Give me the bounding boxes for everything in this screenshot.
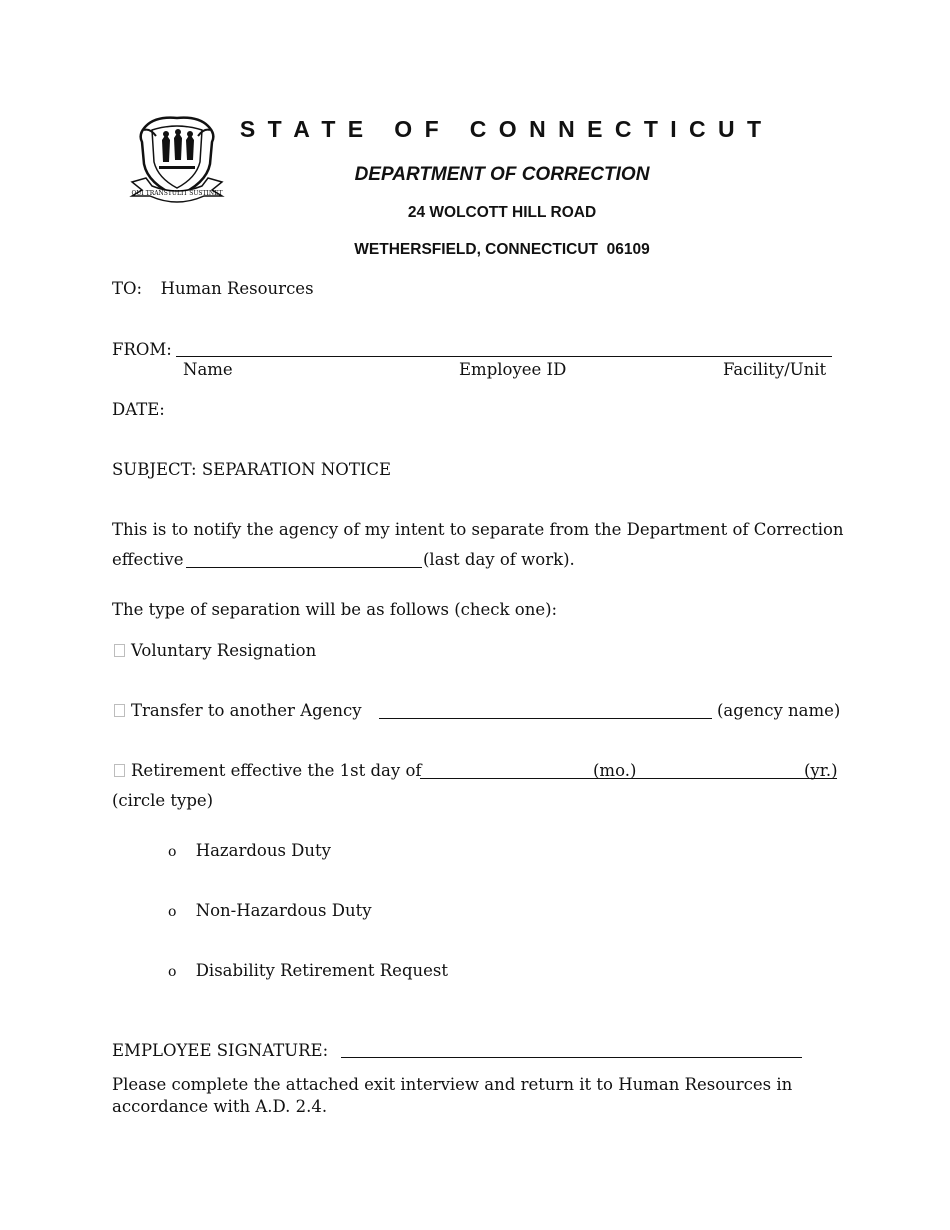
effective-label: effective [112,550,184,569]
retirement-label: Retirement effective the 1st day of [131,761,422,780]
footer-line-1: Please complete the attached exit interview and return it to Human Resources in [112,1075,793,1094]
footer-line-2: accordance with A.D. 2.4. [112,1097,328,1116]
street-address: 24 WOLCOTT HILL ROAD [407,204,597,221]
mo-label: (mo.) [593,761,637,780]
transfer-option [114,701,362,720]
notice-line-1: This is to notify the agency of my intent to separate from the Department of Correction [112,520,844,539]
retirement-option [114,761,422,780]
retirement-type-label: Disability Retirement Request [195,961,448,980]
retirement-type-item[interactable] [168,841,331,860]
from-facility-caption: Facility/Unit [723,360,827,379]
separation-prompt: The type of separation will be as follows (check one): [112,600,558,619]
voluntary-checkbox[interactable] [114,644,125,657]
retirement-type-label: Hazardous Duty [195,841,331,860]
to-line [112,279,314,298]
circle-bullet-icon: o [168,844,177,860]
voluntary-label: Voluntary Resignation [131,641,317,660]
retirement-type-item[interactable] [168,901,372,920]
to-label: TO: [112,279,143,298]
circle-bullet-icon: o [168,964,177,980]
effective-suffix: (last day of work). [423,550,575,569]
city-address: WETHERSFIELD, CONNECTICUT 06109 [354,241,650,258]
agency-name-input-line[interactable] [379,718,712,719]
from-input-line[interactable] [176,356,832,357]
agency-name-suffix: (agency name) [717,701,841,720]
retirement-type-label: Non-Hazardous Duty [195,901,372,920]
to-value: Human Resources [160,279,314,298]
from-id-caption: Employee ID [459,360,567,379]
signature-input-line[interactable] [341,1057,802,1058]
transfer-label: Transfer to another Agency [131,701,362,720]
circle-bullet-icon: o [168,904,177,920]
state-title: S T A T E O F C O N N E C T I C U T [239,116,765,142]
voluntary-option [114,641,316,660]
retirement-type-item[interactable] [168,961,448,980]
svg-text:QUI TRANSTULIT SUSTINET: QUI TRANSTULIT SUSTINET [131,190,223,197]
from-name-caption: Name [183,360,233,379]
retirement-checkbox[interactable] [114,764,125,777]
date-label: DATE: [112,400,165,419]
subject-line: SUBJECT: SEPARATION NOTICE [112,460,392,479]
circle-type-note: (circle type) [112,791,214,810]
signature-label: EMPLOYEE SIGNATURE: [112,1041,329,1060]
effective-date-input-line[interactable] [186,567,422,568]
yr-label: (yr.) [804,761,838,780]
from-label: FROM: [112,340,172,359]
department-name: DEPARTMENT OF CORRECTION [354,164,650,185]
transfer-checkbox[interactable] [114,704,125,717]
